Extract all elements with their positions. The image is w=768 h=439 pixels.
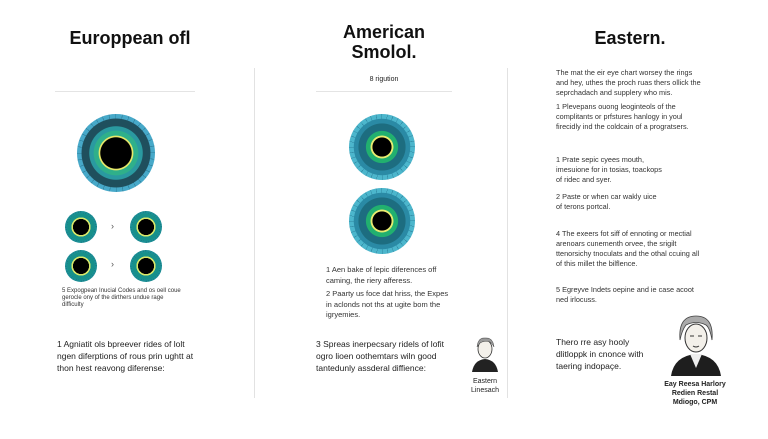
portrait-icon xyxy=(470,334,500,372)
small-eye-diagram xyxy=(65,250,97,282)
right-item: 2 Paste or when car wakly uice of terons portcal. xyxy=(556,192,657,211)
caption-line: Mdiogo, CPM xyxy=(672,399,718,406)
right-paragraph: Thero rre asy hooly dlitloppk in cnonce with taering indopaçe. xyxy=(556,337,644,371)
arrow-icon: › xyxy=(111,259,114,269)
caption-line: Redien Restal xyxy=(671,390,719,397)
right-title: Eastern. xyxy=(594,28,666,48)
middle-paragraph: 3 Spreas inerpecsary ridels of lofit ogro lioen oothemtars wiln good tantedunly assderal diffience: xyxy=(316,339,445,373)
small-eye-diagram xyxy=(65,211,97,243)
eye-diagram-upper xyxy=(349,114,415,180)
middle-list xyxy=(326,265,454,321)
right-item: 1 Prate sepic cyees mouth, imesuione for in tosias, toackops of ridec and syer. xyxy=(556,155,662,184)
small-eye-diagram xyxy=(130,250,162,282)
portrait-caption xyxy=(655,380,735,407)
caption-line: Eay Reesa Harlory xyxy=(664,381,726,388)
small-eye-diagram xyxy=(130,211,162,243)
column-divider xyxy=(254,68,255,398)
caption-line: Eastern xyxy=(472,378,498,385)
portrait-icon xyxy=(668,308,724,376)
left-paragraph: 1 Agniatit ols bpreever rides of lolt ngen diferptions of rous prin ughtt at thon hest reavong diferense: xyxy=(57,339,194,373)
caption-line: Linesach xyxy=(470,387,500,394)
list-item: 1 Aen bake of lepic diferences off caming, the riery afferess. xyxy=(326,265,437,285)
left-caption: 5 Expogpean Inucial Codes and os oell coue gerocle ony of the dirthers undue rage difficulty xyxy=(62,288,181,308)
middle-title xyxy=(300,22,468,62)
left-title: Europpean ofl xyxy=(69,28,191,48)
large-eye-diagram xyxy=(77,114,155,192)
middle-title-line2: Smolol. xyxy=(351,42,417,62)
right-item: 1 Plevepans ouong leoginteols of the complitants or prfstures hanlogy in youl firecidly ind the coldcain of a progratsers. xyxy=(556,102,689,131)
list-item: 2 Paarty us foce dat hriss, the Expes in aclonds not ths at ugite bom the igryemies. xyxy=(326,289,449,319)
right-item: 4 The exeers fot siff of ennoting or mectial arenoars cunementh orvee, the srigilt ttenorsichy tnoculats and the othal ccuing all of this millet the bilflence. xyxy=(556,229,700,268)
right-intro: The mat the eir eye chart worsey the rings and hey, uthes the proch ruas thers ollick the seprchadach and supplery who mis. xyxy=(556,68,701,97)
column-divider xyxy=(507,68,508,398)
middle-subtitle: 8 rigution xyxy=(369,76,399,83)
left-rule xyxy=(55,91,195,92)
portrait-caption xyxy=(460,377,510,395)
arrow-icon: › xyxy=(111,221,114,231)
right-item: 5 Egreyve Indets oepine and ie case acoot ned irlocuss. xyxy=(556,285,694,304)
middle-title-line1: American xyxy=(342,22,426,42)
eye-diagram-lower xyxy=(349,188,415,254)
middle-rule xyxy=(316,91,452,92)
